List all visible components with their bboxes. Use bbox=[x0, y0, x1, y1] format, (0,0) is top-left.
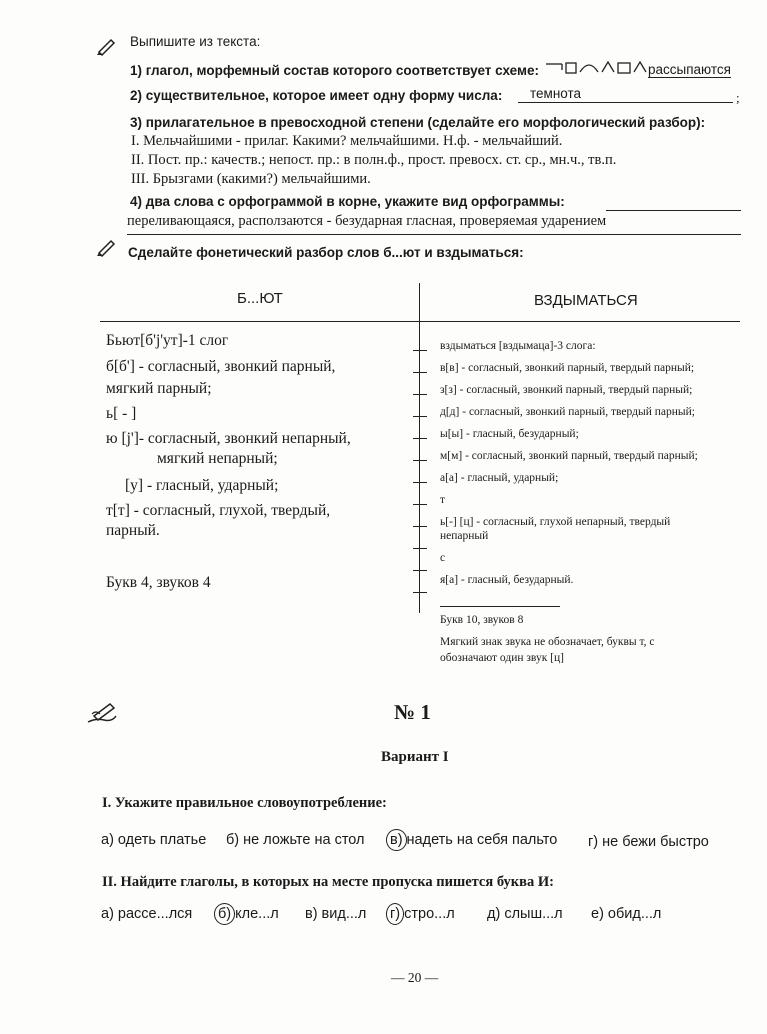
task1-item3-line1: I. Мельчайшими - прилаг. Какими? мельчайшими. Н.ф. - мельчайший. bbox=[131, 133, 563, 149]
divider-tick bbox=[413, 482, 427, 483]
right-line: м[м] - согласный, звонкий парный, твердый парный; bbox=[440, 450, 698, 462]
summary-line bbox=[440, 606, 560, 607]
right-line: с bbox=[440, 552, 446, 564]
q2-option-g bbox=[386, 903, 455, 925]
left-line: парный. bbox=[106, 522, 160, 539]
writing-hand-icon bbox=[86, 702, 118, 724]
task1-item4-underline2 bbox=[127, 234, 741, 235]
divider-tick bbox=[413, 438, 427, 439]
q2-option-a: а) рассе...лся bbox=[101, 906, 193, 922]
left-line: Бьют[б'j'ут]-1 слог bbox=[106, 332, 229, 349]
divider-tick bbox=[413, 548, 427, 549]
task1-item3-line3: III. Брызгами (какими?) мельчайшими. bbox=[131, 171, 371, 187]
right-line: непарный bbox=[440, 530, 489, 542]
selected-answer-circle: б) bbox=[214, 903, 235, 925]
left-line: т[т] - согласный, глухой, твердый, bbox=[106, 502, 331, 519]
q2-option-g-text: стро...л bbox=[404, 906, 455, 922]
divider-tick bbox=[413, 570, 427, 571]
right-summary: обозначают один звук [ц] bbox=[440, 652, 564, 664]
q1-option-v bbox=[386, 829, 557, 851]
task1-item3-label: 3) прилагательное в превосходной степени (сделайте его морфологический разбор): bbox=[130, 115, 706, 130]
divider-tick bbox=[413, 592, 427, 593]
test-variant: Вариант I bbox=[381, 749, 449, 765]
task1-item2-answer: темнота bbox=[530, 86, 582, 101]
right-line: з[з] - согласный, звонкий парный, твердый парный; bbox=[440, 384, 693, 396]
right-line: д[д] - согласный, звонкий парный, твердый парный; bbox=[440, 406, 695, 418]
right-line: ы[ы] - гласный, безударный; bbox=[440, 428, 579, 440]
divider-tick bbox=[413, 460, 427, 461]
right-line: вздыматься [вздымаца]-3 слога: bbox=[440, 340, 596, 352]
right-line: я[а] - гласный, безударный. bbox=[440, 574, 574, 586]
q2-option-e: е) обид...л bbox=[591, 906, 662, 922]
q1-option-b: б) не ложьте на стол bbox=[226, 832, 365, 848]
task1-item4-label: 4) два слова с орфограммой в корне, укажите вид орфограммы: bbox=[130, 194, 565, 209]
right-line: а[а] - гласный, ударный; bbox=[440, 472, 559, 484]
left-line: [у] - гласный, ударный; bbox=[125, 477, 279, 494]
left-line: ь[ - ] bbox=[106, 405, 137, 422]
selected-answer-circle: г) bbox=[386, 903, 404, 925]
divider-tick bbox=[413, 416, 427, 417]
left-line: мягкий парный; bbox=[106, 380, 212, 397]
right-column-header: ВЗДЫМАТЬСЯ bbox=[534, 292, 638, 309]
selected-answer-circle: в) bbox=[386, 829, 407, 851]
task2-heading: Сделайте фонетический разбор слов б...ют и вздыматься: bbox=[128, 245, 524, 260]
pencil-icon bbox=[96, 34, 118, 56]
q2-option-v: в) вид...л bbox=[305, 906, 367, 922]
q1-heading: I. Укажите правильное словоупотребление: bbox=[102, 795, 387, 811]
page-number: — 20 — bbox=[391, 970, 439, 985]
task1-item1-answer: рассыпаются bbox=[648, 62, 731, 77]
q2-option-b bbox=[214, 903, 279, 925]
divider-tick bbox=[413, 394, 427, 395]
task1-item2-semicolon: ; bbox=[736, 90, 740, 105]
task1-item3-line2: II. Пост. пр.: качеств.; непост. пр.: в полн.ф., прост. превосх. ст. ср., мн.ч., тв.п. bbox=[131, 152, 617, 168]
table-header-line bbox=[100, 321, 740, 322]
q1-option-v-text: надеть на себя пальто bbox=[406, 832, 558, 848]
task1-item1-label: 1) глагол, морфемный состав которого соответствует схеме: bbox=[130, 63, 539, 78]
right-line: ь[-] [ц] - согласный, глухой непарный, твердый bbox=[440, 516, 671, 528]
divider-tick bbox=[413, 350, 427, 351]
q1-option-g: г) не бежи быстро bbox=[588, 834, 709, 850]
task1-heading: Выпишите из текста: bbox=[130, 34, 261, 49]
q2-option-d: д) слыш...л bbox=[487, 906, 563, 922]
table-divider bbox=[419, 283, 420, 613]
right-line: т bbox=[440, 494, 446, 506]
q2-heading: II. Найдите глаголы, в которых на месте пропуска пишется буква И: bbox=[102, 874, 554, 890]
divider-tick bbox=[413, 526, 427, 527]
left-line: ю [j']- согласный, звонкий непарный, bbox=[106, 430, 351, 447]
task1-item2-underline bbox=[518, 102, 733, 103]
task1-item2-label: 2) существительное, которое имеет одну форму числа: bbox=[130, 88, 503, 103]
right-line: в[в] - согласный, звонкий парный, твердый парный; bbox=[440, 362, 695, 374]
left-line: б[б'] - согласный, звонкий парный, bbox=[106, 358, 336, 375]
right-summary: Мягкий знак звука не обозначает, буквы т, с bbox=[440, 636, 655, 648]
morpheme-scheme-icon bbox=[544, 58, 648, 78]
divider-tick bbox=[413, 504, 427, 505]
divider-tick bbox=[413, 372, 427, 373]
right-summary: Букв 10, звуков 8 bbox=[440, 614, 524, 626]
test-number: № 1 bbox=[394, 700, 431, 724]
q2-option-b-text: кле...л bbox=[235, 906, 279, 922]
pencil-icon bbox=[96, 235, 118, 257]
q1-option-a: а) одеть платье bbox=[101, 832, 207, 848]
left-line: мягкий непарный; bbox=[157, 450, 278, 467]
task1-item4-underline1 bbox=[606, 210, 741, 211]
left-summary: Букв 4, звуков 4 bbox=[106, 574, 211, 591]
left-column-header: Б...ЮТ bbox=[237, 290, 283, 307]
task1-item4-answer: переливающаяся, расползаются - безударная гласная, проверяемая ударением bbox=[127, 213, 607, 229]
